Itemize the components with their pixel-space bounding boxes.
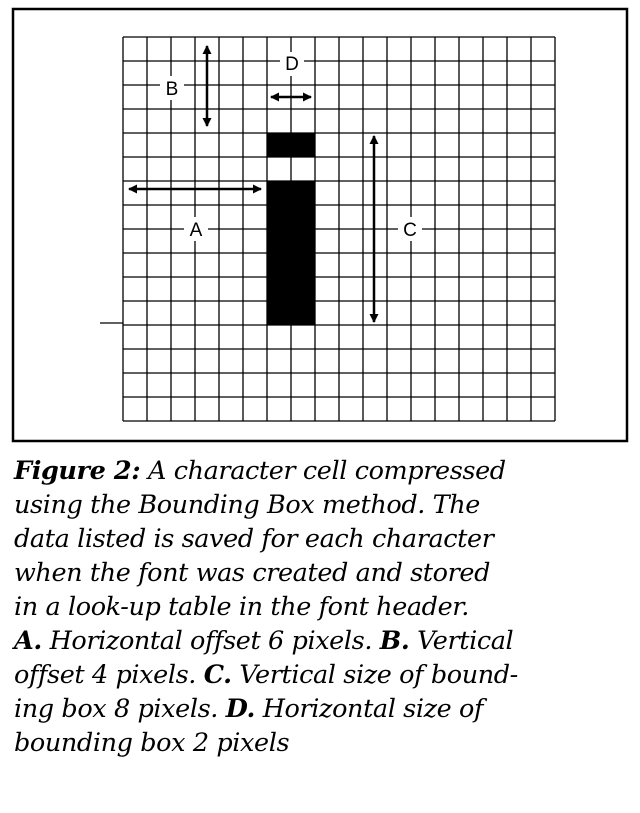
item-text-b2: offset 4 pixels. [14,660,196,690]
figure-frame [13,9,627,441]
caption-line: in a look-up table in the font header. [14,592,469,622]
item-key-c: C. [203,660,232,690]
label-a: A [189,220,203,241]
item-key-b: B. [379,626,410,656]
figure-label: Figure 2: [14,456,141,486]
item-text-b: Vertical [409,626,514,656]
glyph-main-pixels [267,181,315,325]
label-c: C [403,220,417,241]
item-text-d2: bounding box 2 pixels [14,728,290,758]
label-b: B [165,79,179,100]
item-key-d: D. [225,694,256,724]
label-d: D [285,54,299,75]
caption-line: A character cell compressed [140,456,506,486]
glyph-top-pixels [267,133,315,157]
item-text-d: Horizontal size of [255,694,484,724]
figure-caption [14,454,634,760]
caption-line: data listed is saved for each character [14,524,494,554]
item-text-c2: ing box 8 pixels. [14,694,218,724]
item-text-a: Horizontal offset 6 pixels. [41,626,373,656]
item-text-c: Vertical size of bound- [231,660,518,690]
caption-line: using the Bounding Box method. The [14,490,480,520]
item-key-a: A. [14,626,42,656]
caption-line: when the font was created and stored [14,558,491,588]
